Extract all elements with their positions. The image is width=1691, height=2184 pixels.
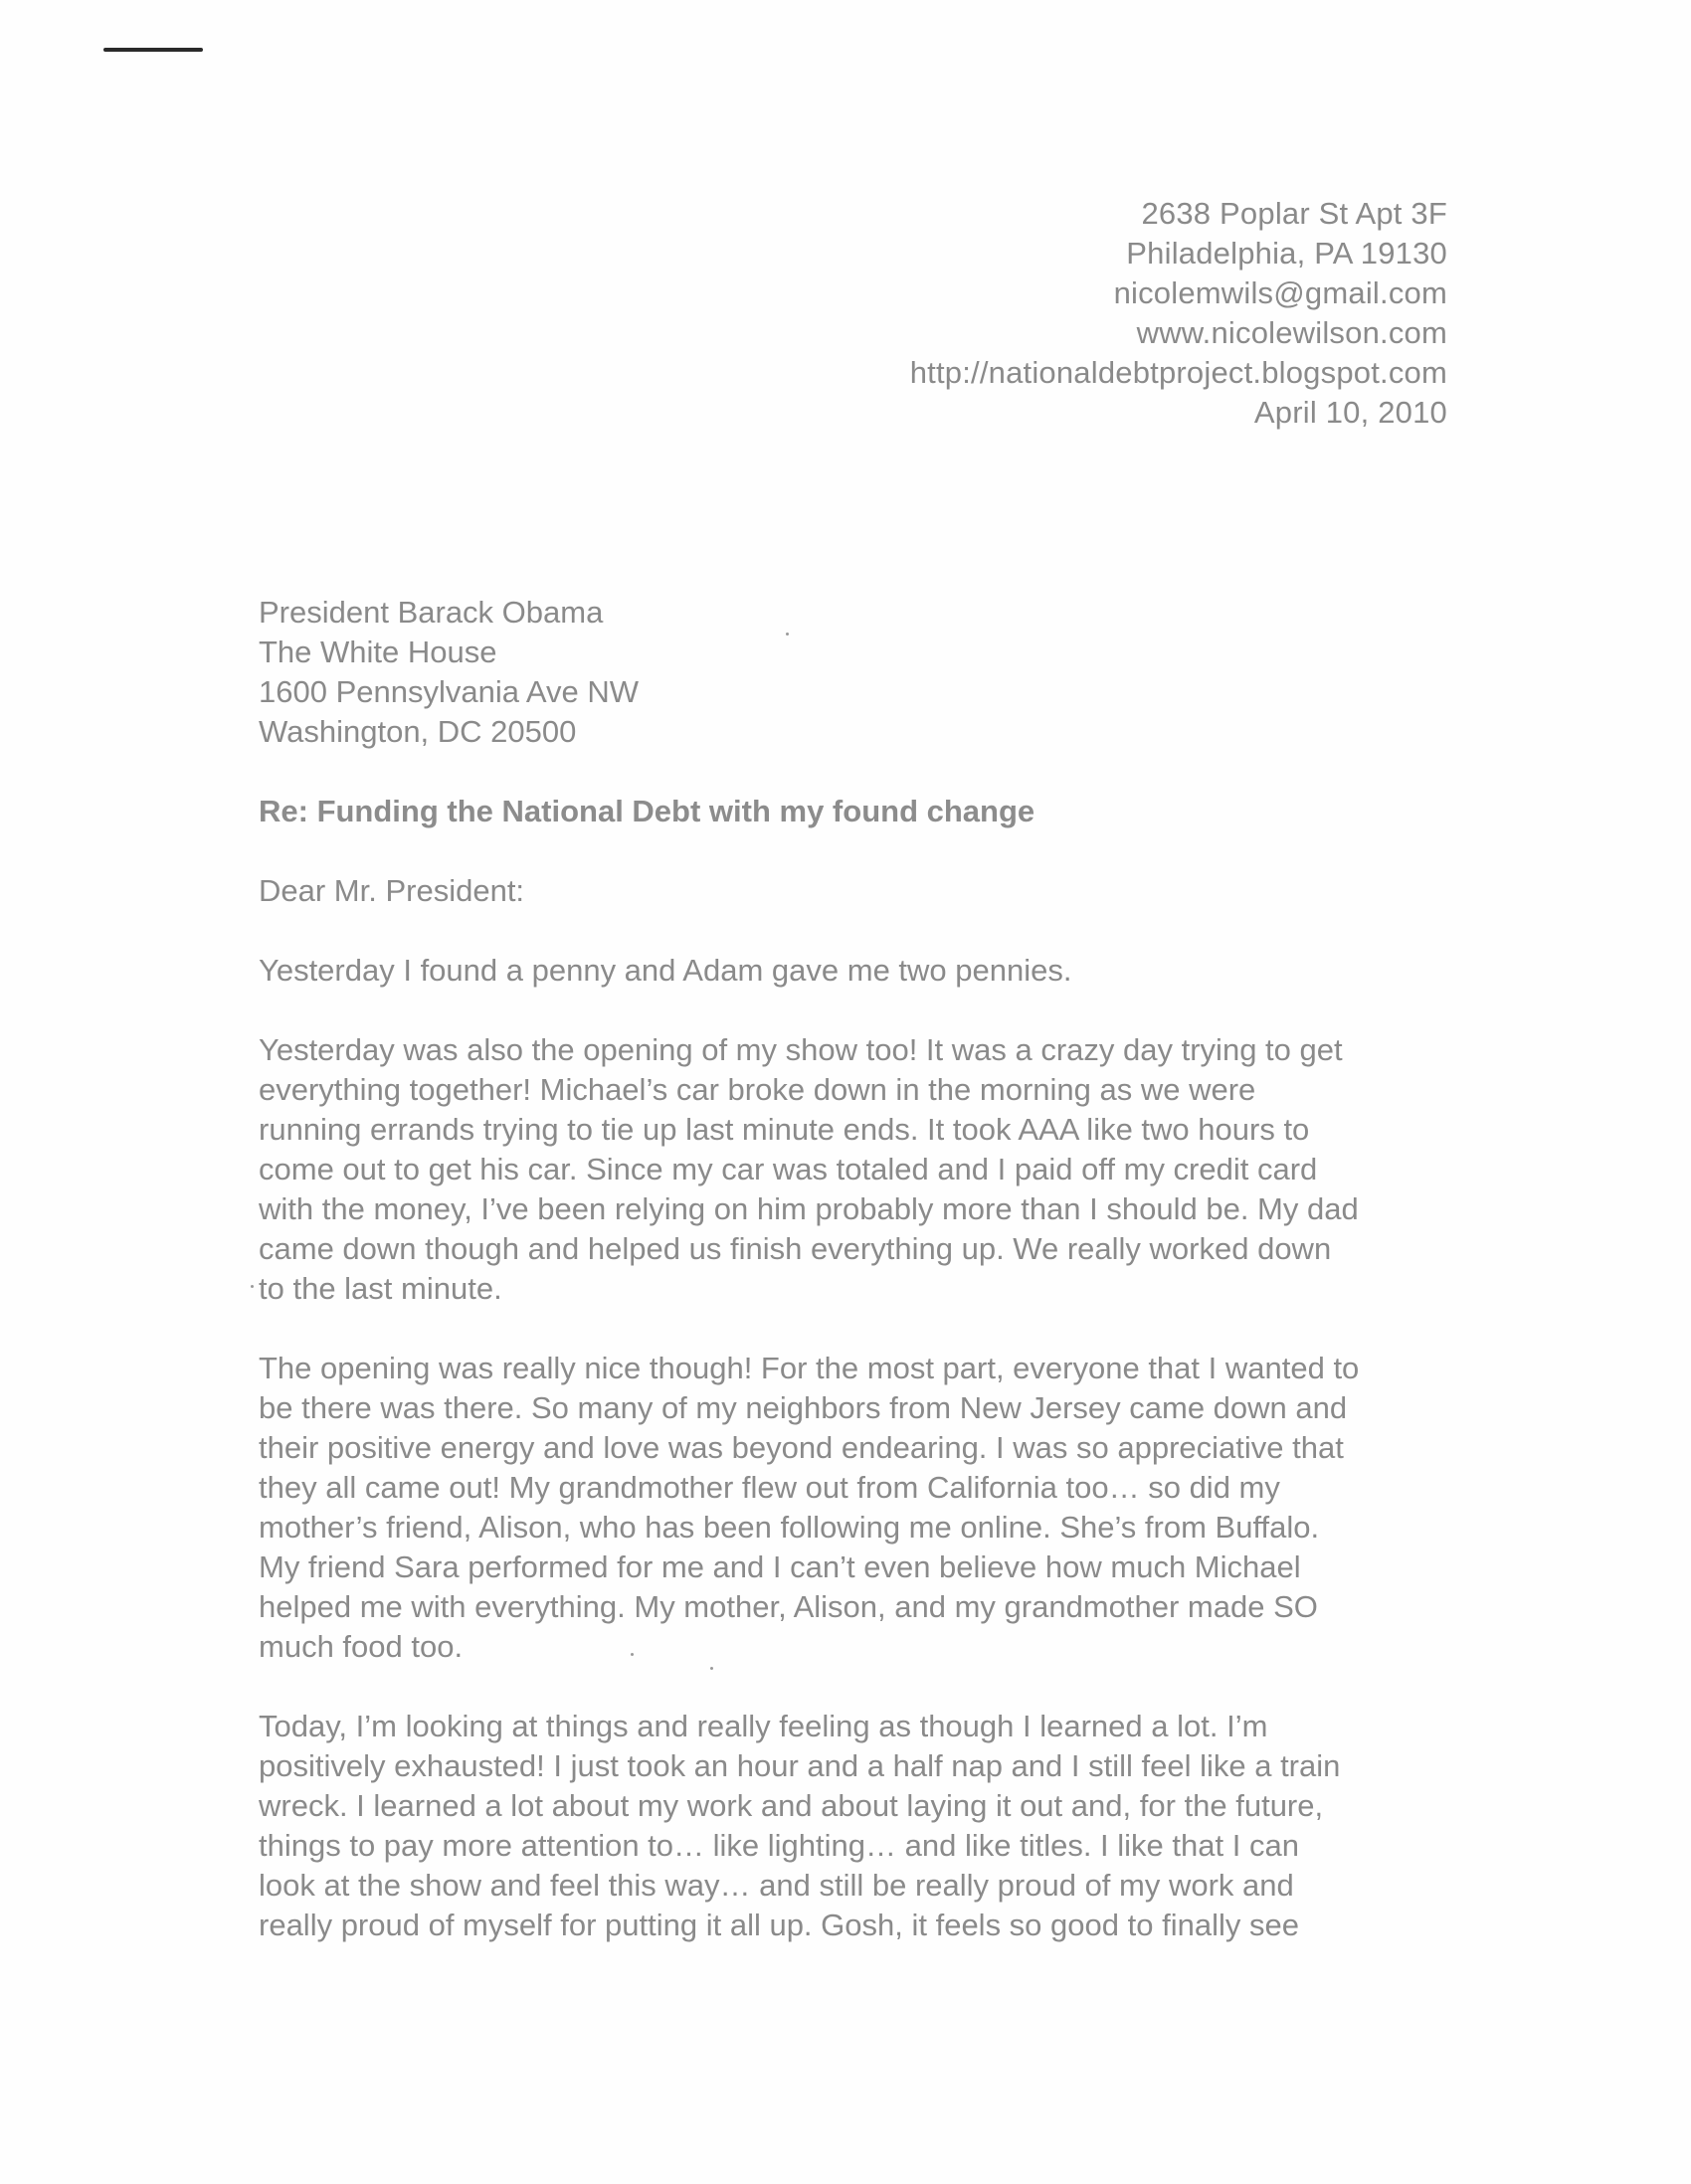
body-line: Yesterday I found a penny and Adam gave me two pennies. — [259, 953, 1072, 988]
body-line: Today, I’m looking at things and really feeling as though I learned a lot. I’m — [259, 1709, 1268, 1743]
sender-website: www.nicolewilson.com — [1136, 315, 1447, 350]
body-line: positively exhausted! I just took an hour and a half nap and I still feel like a train — [259, 1748, 1341, 1783]
body-line: look at the show and feel this way… and still be really proud of my work and — [259, 1868, 1294, 1903]
letter-body — [259, 951, 1472, 1985]
body-line: much food too. — [259, 1629, 464, 1664]
body-line: to the last minute. — [259, 1271, 502, 1306]
sender-blog: http://nationaldebtproject.blogspot.com — [909, 355, 1447, 390]
scan-speck — [786, 633, 789, 636]
body-line: really proud of myself for putting it all up. Gosh, it feels so good to finally see — [259, 1908, 1299, 1942]
body-line: mother’s friend, Alison, who has been following me online. She’s from Buffalo. — [259, 1510, 1320, 1545]
body-paragraph — [259, 1030, 1472, 1309]
body-line: their positive energy and love was beyond endearing. I was so appreciative that — [259, 1430, 1344, 1465]
recipient-city: Washington, DC 20500 — [259, 714, 577, 749]
body-line: everything together! Michael’s car broke down in the morning as we were — [259, 1072, 1256, 1107]
sender-address-line1: 2638 Poplar St Apt 3F — [1141, 196, 1447, 231]
body-line: be there was there. So many of my neighbors from New Jersey came down and — [259, 1390, 1348, 1425]
recipient-block — [259, 593, 639, 752]
recipient-name: President Barack Obama — [259, 595, 604, 630]
sender-email: nicolemwils@gmail.com — [1113, 275, 1447, 310]
salutation: Dear Mr. President: — [259, 873, 525, 908]
body-line: things to pay more attention to… like lighting… and like titles. I like that I can — [259, 1828, 1299, 1863]
body-paragraph — [259, 1707, 1472, 1945]
scan-speck — [251, 1285, 254, 1288]
body-line: Yesterday was also the opening of my show too! It was a crazy day trying to get — [259, 1032, 1343, 1067]
recipient-org: The White House — [259, 635, 497, 669]
body-line: came down though and helped us finish everything up. We really worked down — [259, 1231, 1332, 1266]
body-paragraph — [259, 951, 1472, 991]
body-line: with the money, I’ve been relying on him probably more than I should be. My dad — [259, 1191, 1359, 1226]
body-line: wreck. I learned a lot about my work and about laying it out and, for the future, — [259, 1788, 1324, 1823]
body-line: they all came out! My grandmother flew out from California too… so did my — [259, 1470, 1280, 1505]
recipient-street: 1600 Pennsylvania Ave NW — [259, 674, 639, 709]
letter-date: April 10, 2010 — [1253, 395, 1447, 430]
body-line: helped me with everything. My mother, Alison, and my grandmother made SO — [259, 1589, 1318, 1624]
body-paragraph — [259, 1349, 1472, 1667]
body-line: The opening was really nice though! For the most part, everyone that I wanted to — [259, 1351, 1360, 1385]
subject-line: Re: Funding the National Debt with my found change — [259, 794, 1035, 828]
body-line: My friend Sara performed for me and I can’t even believe how much Michael — [259, 1549, 1301, 1584]
sender-block — [910, 194, 1447, 433]
body-line: come out to get his car. Since my car was totaled and I paid off my credit card — [259, 1152, 1318, 1186]
body-line: running errands trying to tie up last minute ends. It took AAA like two hours to — [259, 1112, 1310, 1147]
sender-address-line2: Philadelphia, PA 19130 — [1126, 236, 1447, 271]
scan-mark — [103, 48, 203, 52]
